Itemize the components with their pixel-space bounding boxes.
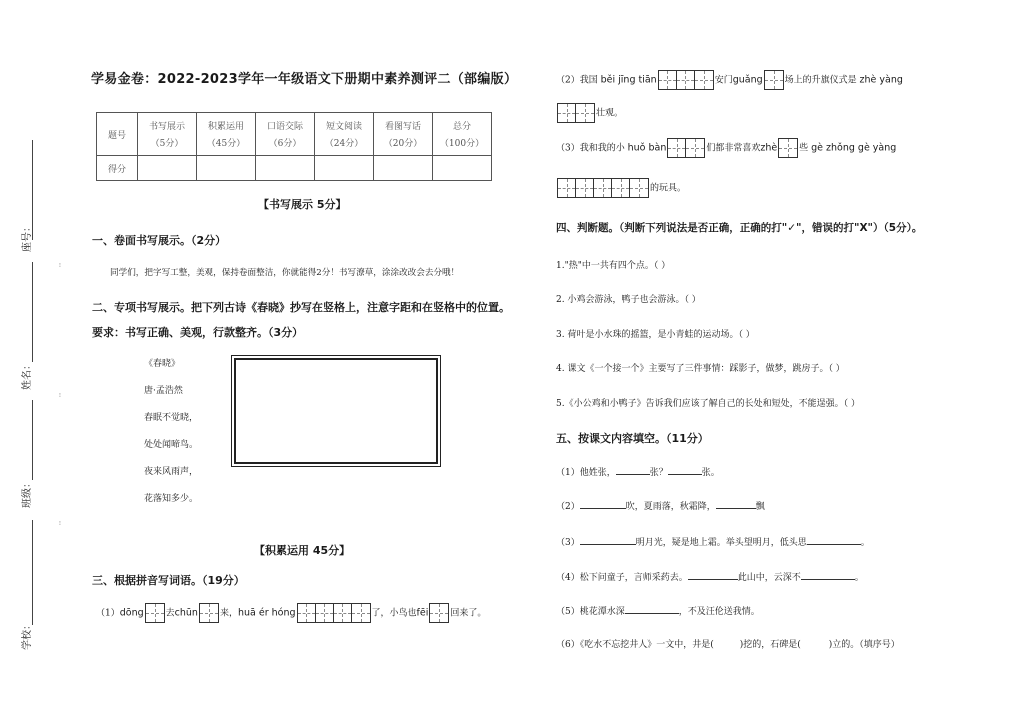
fill-blank[interactable] — [580, 534, 636, 545]
pinyin-grid[interactable] — [199, 603, 219, 623]
q4-title: 四、判断题。（判断下列说法是否正确，正确的打"✓"，错误的打"X"）（5分）。 — [556, 222, 923, 234]
table-cell: 积累运用 （45分） — [197, 113, 256, 156]
q3-item-3: （3）我和我的小 huǒ bàn 们都非常喜欢zhè 些 gè zhǒng gè yàng — [556, 138, 896, 158]
part2-header: 【积累运用 45分】 — [254, 544, 351, 557]
binding-line — [32, 262, 33, 362]
fill-blank[interactable] — [580, 498, 626, 509]
fill-blank[interactable] — [807, 534, 861, 545]
binding-line — [32, 400, 33, 480]
q1-title: 一、卷面书写展示。（2分） — [92, 234, 227, 247]
poem-author: 唐·孟浩然 — [144, 386, 183, 396]
q4-item: 2. 小鸡会游泳，鸭子也会游泳。（ ） — [556, 295, 701, 305]
score-input-cell[interactable] — [433, 156, 492, 181]
score-input-cell[interactable] — [374, 156, 433, 181]
name-label: 姓名： — [22, 360, 33, 390]
q5-item-1: （1）他姓张， 张？ 张。 — [556, 464, 720, 478]
poem-line: 春眠不觉晓， — [144, 413, 199, 423]
q4-item: 5.《小公鸡和小鸭子》告诉我们应该了解自己的长处和短处，不能逞强。（ ） — [556, 399, 860, 409]
q2-title: 二、专项书写展示。把下列古诗《春晓》抄写在竖格上，注意字距和在竖格中的位置。 — [92, 301, 510, 314]
exam-title: 学易金卷：2022-2023学年一年级语文下册期中素养测评二（部编版） — [91, 72, 518, 87]
score-input-cell[interactable] — [197, 156, 256, 181]
poem-line: 花落知多少。 — [144, 494, 199, 504]
seat-label: 座号： — [22, 222, 33, 252]
q4-item: 1."热"中一共有四个点。（ ） — [556, 261, 671, 271]
pinyin-grid[interactable] — [145, 603, 165, 623]
score-input-cell[interactable] — [138, 156, 197, 181]
q3-item-3-cont: 的玩具。 — [556, 178, 686, 198]
table-cell: 看图写话 （20分） — [374, 113, 433, 156]
q3-item-2-cont: 壮观。 — [556, 103, 623, 123]
q5-item-6: （6）《吃水不忘挖井人》一文中，井是( )挖的，石碑是( )立的。（填序号） — [556, 637, 900, 650]
q5-item-5: （5）桃花潭水深 ，不及汪伦送我情。 — [556, 603, 760, 617]
score-table — [96, 112, 492, 181]
fill-blank[interactable] — [801, 569, 855, 580]
q1-text: 同学们，把字写工整，美观，保持卷面整洁，你就能得2分！书写潦草，涂涂改改会去分哦！ — [110, 268, 460, 278]
fill-blank[interactable] — [625, 603, 679, 614]
pinyin-grid[interactable] — [557, 178, 649, 198]
class-label: 班级： — [22, 478, 33, 508]
table-cell: 短文阅读 （24分） — [315, 113, 374, 156]
pinyin-grid[interactable] — [778, 138, 798, 158]
fill-blank[interactable] — [801, 637, 829, 647]
school-label: 学校： — [22, 620, 33, 650]
q3-item-1: （1）dōng 去chūn 来，huā ér hóng 了，小鸟也fēi 回来了。 — [96, 603, 486, 623]
q2-requirement: 要求：书写正确、美观，行款整齐。（3分） — [92, 326, 304, 339]
poem-line: 处处闻啼鸟。 — [144, 440, 199, 450]
q5-item-2: （2） 吹，夏雨落，秋霜降， 飘 — [556, 498, 765, 512]
q5-title: 五、按课文内容填空。（11分） — [556, 432, 709, 445]
poem-title: 《春晓》 — [144, 359, 181, 369]
q4-item: 3. 荷叶是小水珠的摇篮，是小青蛙的运动场。（ ） — [556, 330, 755, 340]
poem-writing-box[interactable] — [234, 358, 438, 464]
pinyin-grid[interactable] — [297, 603, 371, 623]
fold-mark: ⁝ — [59, 262, 61, 269]
q5-item-3: （3） 明月光，疑是地上霜。举头望明月，低头思 。 — [556, 534, 870, 548]
part1-header: 【书写展示 5分】 — [258, 198, 347, 211]
pinyin-grid[interactable] — [658, 70, 714, 90]
poem-line: 夜来风雨声， — [144, 467, 199, 477]
q3-title: 三、根据拼音写词语。（19分） — [92, 574, 245, 587]
fill-blank[interactable] — [616, 464, 650, 475]
score-row-label: 得分 — [97, 156, 138, 181]
q4-item: 4. 课文《一个接一个》主要写了三件事情：踩影子，做梦，跳房子。（ ） — [556, 364, 845, 374]
fill-blank[interactable] — [714, 637, 740, 647]
fill-blank[interactable] — [716, 498, 756, 509]
pinyin-grid[interactable] — [429, 603, 449, 623]
score-input-cell[interactable] — [256, 156, 315, 181]
table-cell: 口语交际 （6分） — [256, 113, 315, 156]
fold-mark: ⁝ — [59, 520, 61, 527]
table-cell: 总分 （100分） — [433, 113, 492, 156]
fold-mark: ⁝ — [59, 392, 61, 399]
fill-blank[interactable] — [688, 569, 738, 580]
score-input-cell[interactable] — [315, 156, 374, 181]
table-cell: 书写展示 （5分） — [138, 113, 197, 156]
q3-item-2: （2）我国 běi jīng tiān 安门guǎng 场上的升旗仪式是 zhè yàng — [556, 70, 903, 90]
fill-blank[interactable] — [668, 464, 702, 475]
pinyin-grid[interactable] — [557, 103, 595, 123]
table-cell: 题号 — [97, 113, 138, 156]
pinyin-grid[interactable] — [764, 70, 784, 90]
pinyin-grid[interactable] — [667, 138, 705, 158]
binding-line — [32, 520, 33, 625]
q5-item-4: （4）松下问童子，言师采药去。 此山中，云深不 。 — [556, 569, 864, 583]
